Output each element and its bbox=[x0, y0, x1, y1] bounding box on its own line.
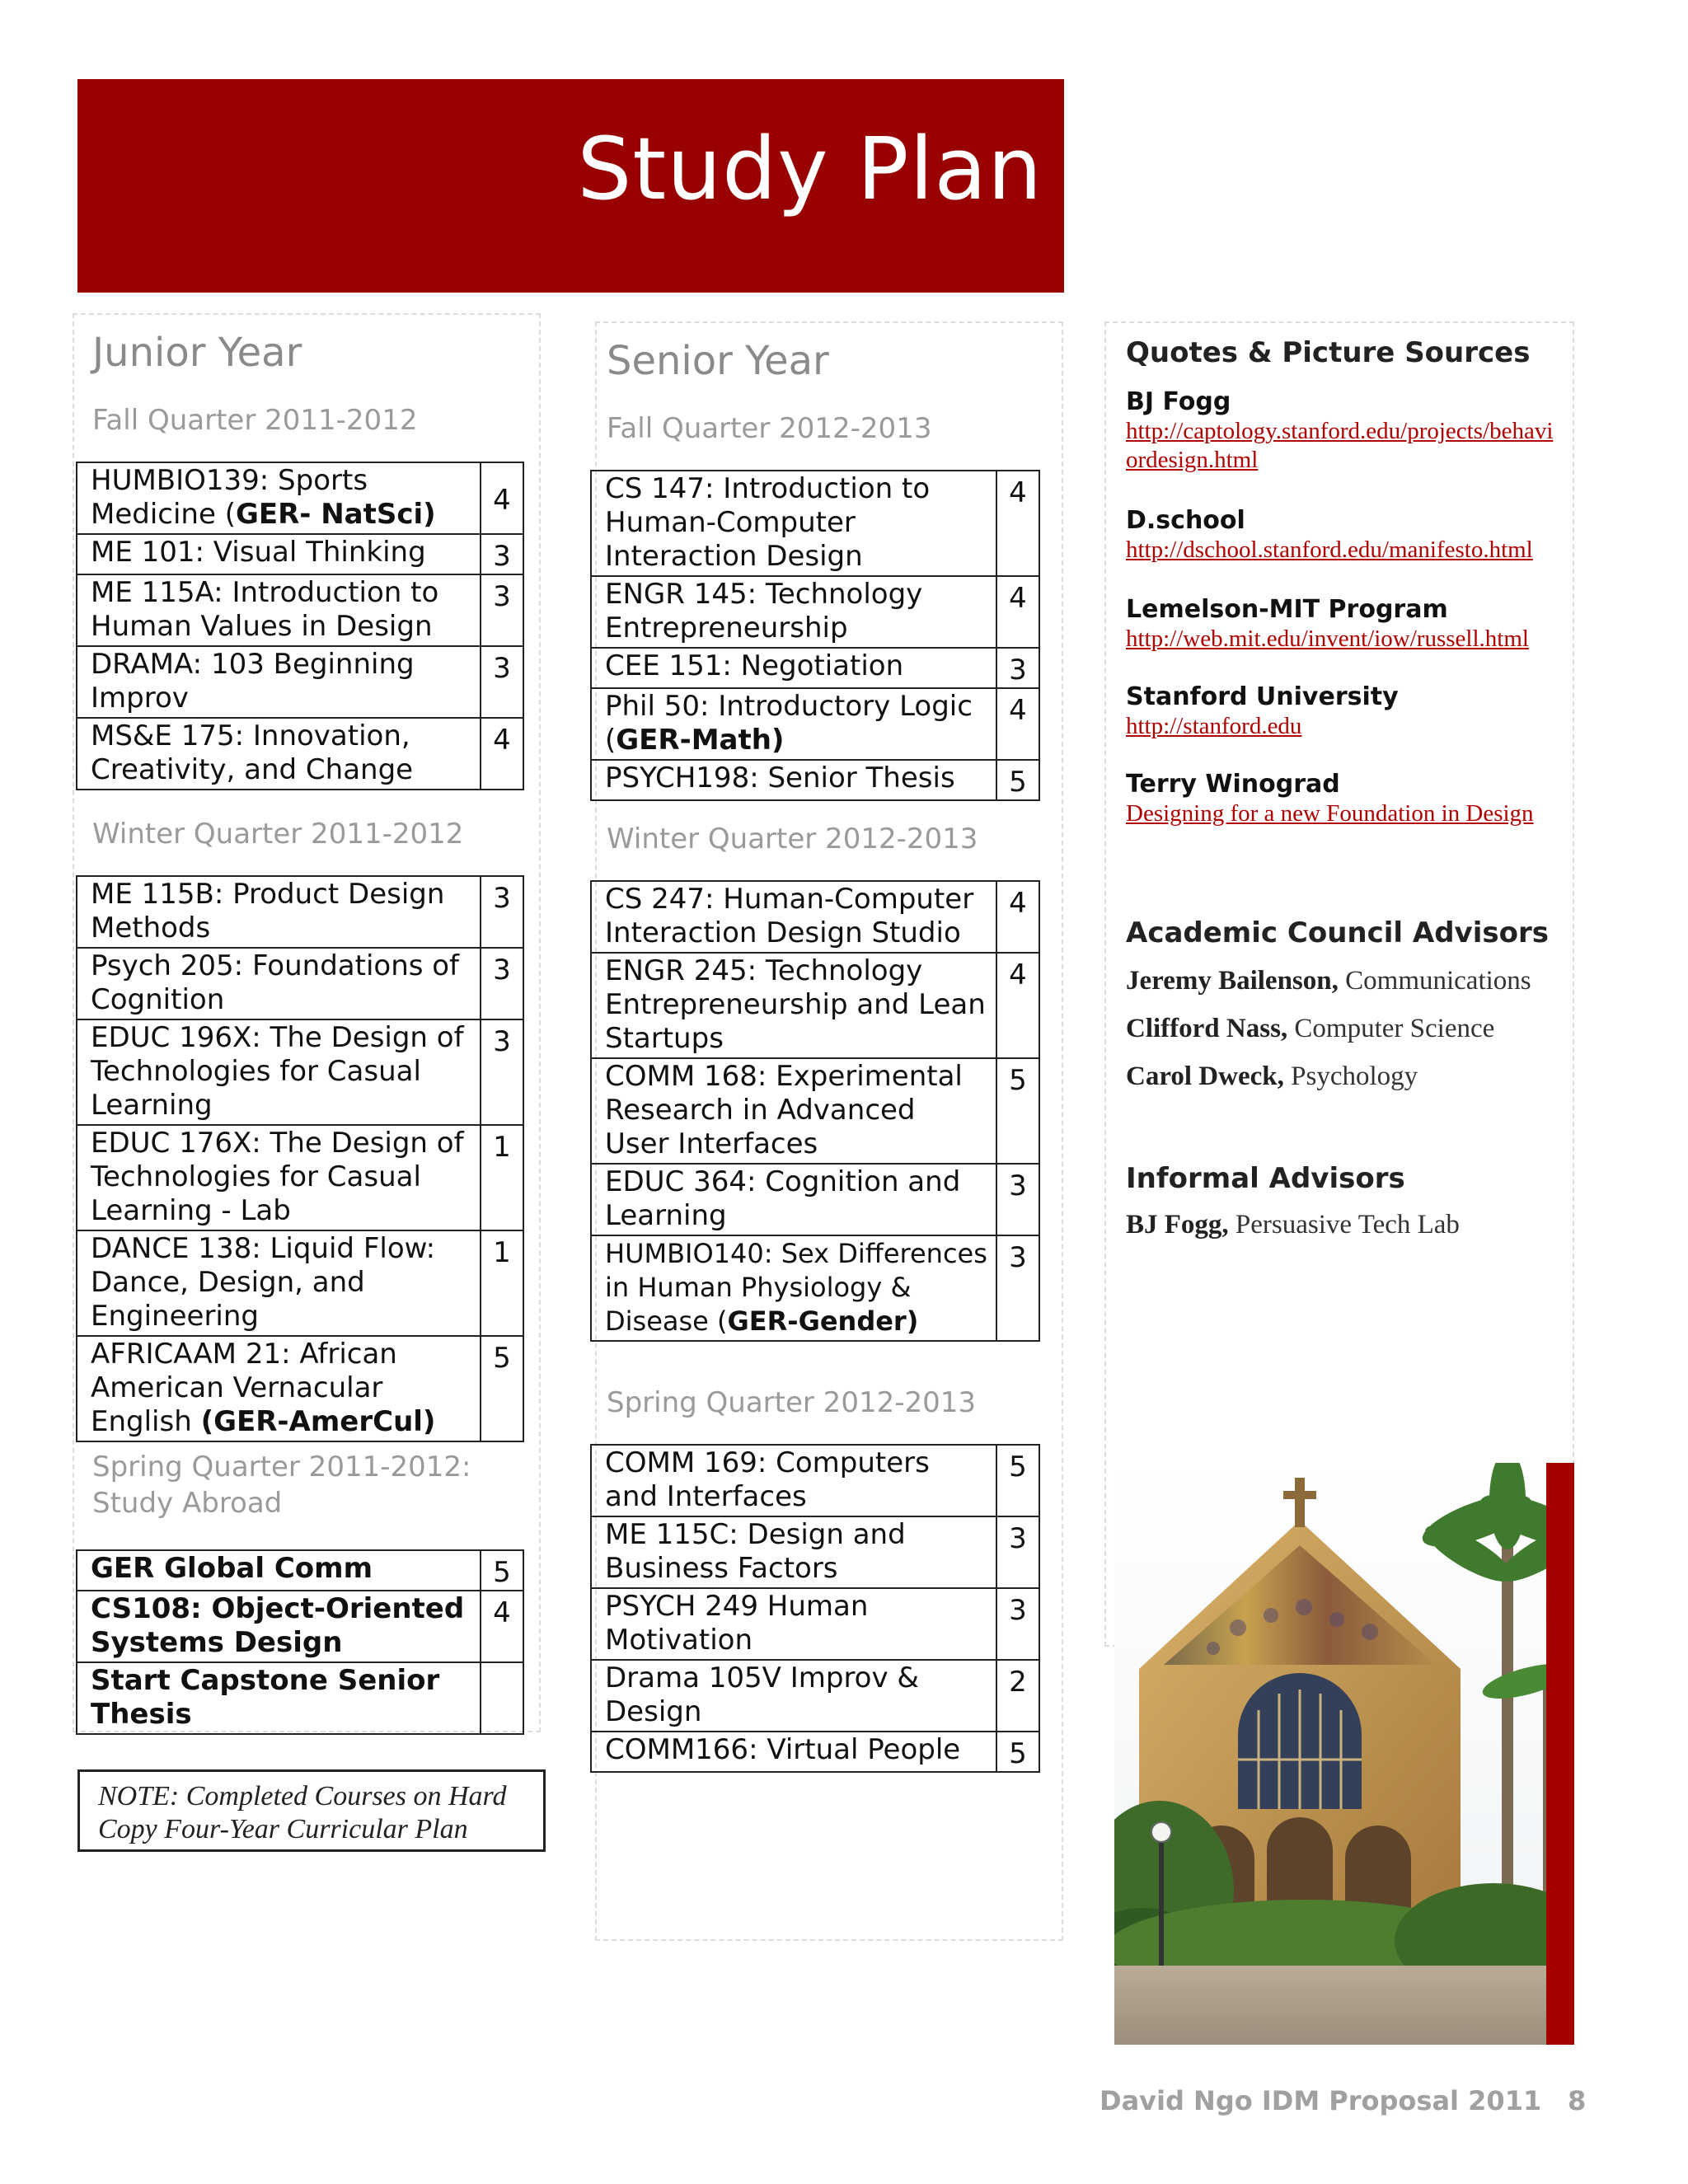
advisor-entry: Carol Dweck, Psychology bbox=[1126, 1062, 1418, 1091]
course-name: EDUC 196X: The Design of Technologies for Casual Learning bbox=[77, 1019, 481, 1125]
source-name: Lemelson-MIT Program bbox=[1126, 595, 1448, 624]
table-row bbox=[591, 688, 1039, 760]
course-credits: 2 bbox=[996, 1660, 1039, 1732]
course-credits: 4 bbox=[481, 1591, 523, 1662]
junior-fall-table bbox=[76, 462, 524, 790]
course-credits: 4 bbox=[996, 953, 1039, 1058]
table-row bbox=[77, 1125, 523, 1230]
table-row bbox=[77, 1230, 523, 1336]
church-photo bbox=[1114, 1463, 1574, 2045]
table-row bbox=[591, 1235, 1039, 1341]
table-row bbox=[591, 1516, 1039, 1588]
senior-spring-label: Spring Quarter 2012-2013 bbox=[607, 1386, 977, 1419]
course-name: Phil 50: Introductory Logic (GER-Math) bbox=[591, 688, 996, 760]
course-credits: 4 bbox=[996, 881, 1039, 953]
table-row bbox=[591, 953, 1039, 1058]
table-row bbox=[591, 1164, 1039, 1235]
senior-spring-table bbox=[590, 1444, 1040, 1773]
course-credits: 3 bbox=[481, 646, 523, 718]
source-link[interactable]: Designing for a new Foundation in Design bbox=[1126, 800, 1534, 827]
course-credits: 3 bbox=[481, 948, 523, 1019]
source-name: BJ Fogg bbox=[1126, 387, 1231, 416]
course-name: HUMBIO139: Sports Medicine (GER- NatSci) bbox=[77, 462, 481, 534]
table-row bbox=[591, 576, 1039, 648]
advisor-entry: Jeremy Bailenson, Communications bbox=[1126, 966, 1531, 996]
course-name: GER Global Comm bbox=[77, 1550, 481, 1591]
course-credits: 5 bbox=[996, 1058, 1039, 1164]
note-box: NOTE: Completed Courses on Hard Copy Four-Year Curricular Plan bbox=[77, 1769, 546, 1852]
course-name: CS108: Object-Oriented Systems Design bbox=[77, 1591, 481, 1662]
accent-bar bbox=[1546, 1463, 1574, 2045]
senior-fall-table bbox=[590, 470, 1040, 801]
course-name: CEE 151: Negotiation bbox=[591, 648, 996, 688]
course-credits: 3 bbox=[996, 648, 1039, 688]
table-row bbox=[77, 462, 523, 534]
title-banner bbox=[77, 79, 1064, 293]
table-row bbox=[591, 881, 1039, 953]
table-row bbox=[77, 1019, 523, 1125]
source-link[interactable]: http://dschool.stanford.edu/manifesto.html bbox=[1126, 537, 1533, 563]
table-row bbox=[77, 1591, 523, 1662]
course-credits: 5 bbox=[996, 760, 1039, 800]
course-credits: 3 bbox=[996, 1516, 1039, 1588]
senior-fall-label: Fall Quarter 2012-2013 bbox=[607, 412, 932, 445]
informal-heading: Informal Advisors bbox=[1126, 1162, 1405, 1195]
course-name: DANCE 138: Liquid Flow: Dance, Design, and Engineering bbox=[77, 1230, 481, 1336]
senior-winter-label: Winter Quarter 2012-2013 bbox=[607, 823, 978, 855]
course-name: ME 101: Visual Thinking bbox=[77, 534, 481, 574]
course-name: EDUC 176X: The Design of Technologies for Casual Learning - Lab bbox=[77, 1125, 481, 1230]
course-credits: 3 bbox=[481, 876, 523, 948]
course-name: ME 115B: Product Design Methods bbox=[77, 876, 481, 948]
footer-text: David Ngo IDM Proposal 2011 bbox=[1100, 2085, 1542, 2116]
page-title: Study Plan bbox=[577, 119, 1043, 219]
course-name: ME 115A: Introduction to Human Values in Design bbox=[77, 574, 481, 646]
course-name: COMM 169: Computers and Interfaces bbox=[591, 1445, 996, 1516]
junior-fall-label: Fall Quarter 2011-2012 bbox=[92, 404, 418, 437]
junior-winter-label: Winter Quarter 2011-2012 bbox=[92, 818, 464, 851]
course-credits: 4 bbox=[481, 718, 523, 790]
course-credits: 1 bbox=[481, 1125, 523, 1230]
table-row bbox=[77, 876, 523, 948]
table-row bbox=[591, 1445, 1039, 1516]
course-name: PSYCH198: Senior Thesis bbox=[591, 760, 996, 800]
course-name: CS 247: Human-Computer Interaction Design Studio bbox=[591, 881, 996, 953]
course-name: MS&E 175: Innovation, Creativity, and Change bbox=[77, 718, 481, 790]
course-name: AFRICAAM 21: African American Vernacular English (GER-AmerCul) bbox=[77, 1336, 481, 1441]
page-number: 8 bbox=[1568, 2085, 1587, 2116]
course-credits: 3 bbox=[996, 1235, 1039, 1341]
source-link[interactable]: http://stanford.edu bbox=[1126, 713, 1302, 739]
course-name: PSYCH 249 Human Motivation bbox=[591, 1588, 996, 1660]
course-credits: 3 bbox=[996, 1588, 1039, 1660]
course-credits: 4 bbox=[996, 688, 1039, 760]
table-row bbox=[591, 1732, 1039, 1772]
course-credits: 1 bbox=[481, 1230, 523, 1336]
course-credits: 3 bbox=[481, 574, 523, 646]
course-name: ENGR 145: Technology Entrepreneurship bbox=[591, 576, 996, 648]
senior-year-title: Senior Year bbox=[607, 338, 829, 384]
source-name: Stanford University bbox=[1126, 682, 1399, 711]
course-credits: 4 bbox=[481, 462, 523, 534]
table-row bbox=[77, 948, 523, 1019]
table-row bbox=[77, 646, 523, 718]
course-name: ME 115C: Design and Business Factors bbox=[591, 1516, 996, 1588]
course-credits: 3 bbox=[481, 1019, 523, 1125]
course-name: DRAMA: 103 Beginning Improv bbox=[77, 646, 481, 718]
sources-heading: Quotes & Picture Sources bbox=[1126, 336, 1531, 369]
source-link[interactable]: http://web.mit.edu/invent/iow/russell.html bbox=[1126, 626, 1529, 652]
advisor-entry: BJ Fogg, Persuasive Tech Lab bbox=[1126, 1210, 1460, 1240]
junior-year-title: Junior Year bbox=[92, 330, 302, 376]
course-name: ENGR 245: Technology Entrepreneurship and Lean Startups bbox=[591, 953, 996, 1058]
church-illustration bbox=[1114, 1463, 1574, 2045]
table-row bbox=[591, 1660, 1039, 1732]
course-credits: 5 bbox=[481, 1550, 523, 1591]
course-name: COMM166: Virtual People bbox=[591, 1732, 996, 1772]
course-name: COMM 168: Experimental Research in Advanced User Interfaces bbox=[591, 1058, 996, 1164]
table-row bbox=[77, 1662, 523, 1734]
source-name: D.school bbox=[1126, 506, 1245, 535]
source-name: Terry Winograd bbox=[1126, 770, 1340, 799]
source-link[interactable]: http://captology.stanford.edu/projects/behaviordesign.html bbox=[1126, 418, 1554, 473]
junior-winter-table bbox=[76, 875, 524, 1442]
table-row bbox=[77, 1336, 523, 1441]
course-name: EDUC 364: Cognition and Learning bbox=[591, 1164, 996, 1235]
junior-spring-table bbox=[76, 1549, 524, 1735]
table-row bbox=[591, 1058, 1039, 1164]
course-name: Start Capstone Senior Thesis bbox=[77, 1662, 481, 1734]
junior-spring-label: Spring Quarter 2011-2012: Study Abroad bbox=[92, 1451, 471, 1520]
senior-winter-table bbox=[590, 880, 1040, 1342]
course-credits: 4 bbox=[996, 576, 1039, 648]
course-credits: 5 bbox=[996, 1445, 1039, 1516]
table-row bbox=[591, 648, 1039, 688]
advisor-entry: Clifford Nass, Computer Science bbox=[1126, 1014, 1495, 1043]
course-name: HUMBIO140: Sex Differences in Human Physiology & Disease (GER-Gender) bbox=[591, 1235, 996, 1341]
course-credits: 3 bbox=[996, 1164, 1039, 1235]
course-credits bbox=[481, 1662, 523, 1734]
table-row bbox=[77, 718, 523, 790]
table-row bbox=[591, 471, 1039, 576]
table-row bbox=[591, 760, 1039, 800]
course-name: Psych 205: Foundations of Cognition bbox=[77, 948, 481, 1019]
table-row bbox=[77, 1550, 523, 1591]
course-credits: 5 bbox=[481, 1336, 523, 1441]
course-credits: 3 bbox=[481, 534, 523, 574]
course-credits: 5 bbox=[996, 1732, 1039, 1772]
council-heading: Academic Council Advisors bbox=[1126, 916, 1549, 949]
course-credits: 4 bbox=[996, 471, 1039, 576]
course-name: Drama 105V Improv & Design bbox=[591, 1660, 996, 1732]
table-row bbox=[77, 574, 523, 646]
table-row bbox=[77, 534, 523, 574]
course-name: CS 147: Introduction to Human-Computer Interaction Design bbox=[591, 471, 996, 576]
table-row bbox=[591, 1588, 1039, 1660]
